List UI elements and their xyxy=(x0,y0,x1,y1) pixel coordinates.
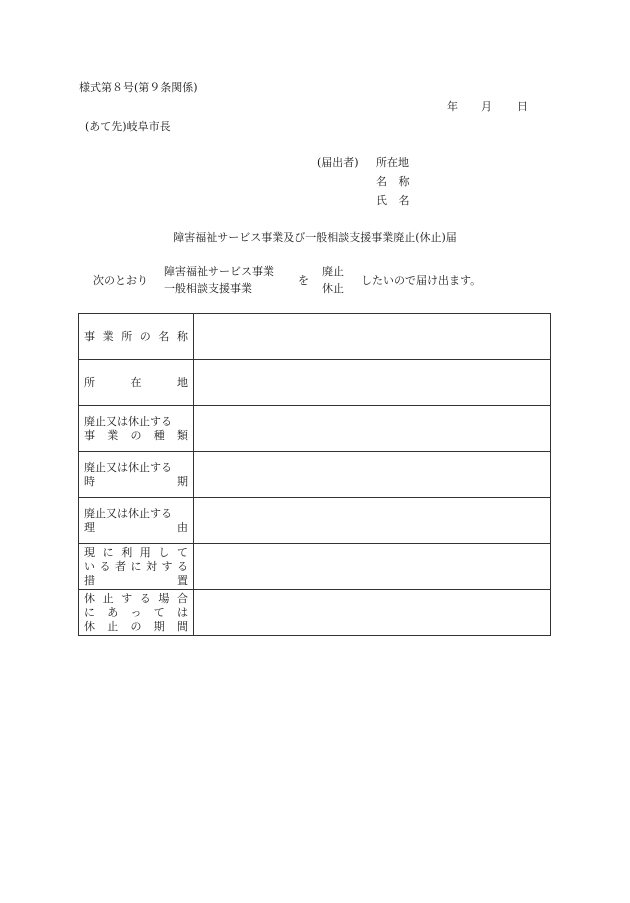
table-row xyxy=(79,498,551,544)
row-value-field[interactable] xyxy=(194,360,551,406)
label-char: 措 xyxy=(84,573,95,587)
row-value-field[interactable] xyxy=(194,590,551,636)
table-row xyxy=(79,406,551,452)
row-label-line xyxy=(84,507,188,521)
applicant-person-label: 氏 名 xyxy=(376,194,410,207)
date-month-label: 月 xyxy=(481,100,492,113)
row-label xyxy=(79,544,194,590)
label-char: 称 xyxy=(176,329,188,343)
row-label xyxy=(79,590,194,636)
row-value-field[interactable] xyxy=(194,498,551,544)
label-char: 者 xyxy=(115,559,126,573)
applicant-role: (届出者) xyxy=(317,156,359,169)
row-value-field[interactable] xyxy=(194,544,551,590)
table-row xyxy=(79,360,551,406)
label-char: 現 xyxy=(84,545,95,559)
label-char: 在 xyxy=(130,375,142,389)
label-char: 業 xyxy=(102,329,114,343)
label-char: 由 xyxy=(177,520,188,534)
row-label xyxy=(79,406,194,452)
statement-lead: 次のとおり xyxy=(93,274,148,287)
table-row xyxy=(79,452,551,498)
label-char: 用 xyxy=(139,545,151,559)
label-char: 休 xyxy=(84,591,95,605)
label-char: の xyxy=(139,329,151,343)
row-label-line xyxy=(84,475,188,489)
table-row xyxy=(79,544,551,590)
row-label-line xyxy=(84,415,188,429)
addressee: (あて先)岐阜市長 xyxy=(85,120,171,133)
service-option-consultation: 一般相談支援事業 xyxy=(164,282,252,295)
label-char: て xyxy=(153,605,165,619)
row-value-field[interactable] xyxy=(194,406,551,452)
label-char: 事 xyxy=(84,329,95,343)
row-label-line xyxy=(84,620,188,634)
label-char: に xyxy=(130,559,142,573)
label-char: 廃止又は休止する xyxy=(84,460,172,474)
applicant-name-label: 名 称 xyxy=(376,175,410,188)
label-char: す xyxy=(161,559,173,573)
action-option-suspend: 休止 xyxy=(322,282,344,295)
form-number: 様式第８号(第９条関係) xyxy=(79,81,198,94)
service-option-disability: 障害福祉サービス事業 xyxy=(164,265,274,278)
label-char: 休 xyxy=(84,619,95,633)
label-char: は xyxy=(177,605,188,619)
label-char: る xyxy=(177,559,188,573)
label-char: し xyxy=(158,545,170,559)
label-char: す xyxy=(121,591,133,605)
row-label-line xyxy=(84,521,188,535)
applicant-address-label: 所在地 xyxy=(376,156,409,169)
row-label xyxy=(79,452,194,498)
row-label-line xyxy=(84,560,188,574)
label-char: る xyxy=(139,591,151,605)
label-char: い xyxy=(84,559,95,573)
table-row xyxy=(79,590,551,636)
label-char: 廃止又は休止する xyxy=(84,506,172,520)
row-label-line xyxy=(84,546,188,560)
statement-tail: したいので届け出ます。 xyxy=(361,274,482,287)
label-char: 期 xyxy=(177,474,188,488)
action-option-abolish: 廃止 xyxy=(322,265,344,278)
table-row xyxy=(79,314,551,360)
label-char: 種 xyxy=(153,428,165,442)
label-char: 場 xyxy=(158,591,170,605)
label-char: 置 xyxy=(177,573,188,587)
label-char: 合 xyxy=(176,591,188,605)
row-label-line xyxy=(84,376,188,390)
label-char: に xyxy=(102,545,114,559)
row-label xyxy=(79,314,194,360)
label-char: 時 xyxy=(84,474,95,488)
label-char: 業 xyxy=(107,428,119,442)
label-char: あ xyxy=(107,605,119,619)
label-char: 名 xyxy=(158,329,170,343)
label-char: て xyxy=(176,545,188,559)
label-char: 所 xyxy=(121,329,133,343)
label-char: 対 xyxy=(146,559,157,573)
row-label xyxy=(79,498,194,544)
label-char: の xyxy=(130,619,142,633)
row-label-line xyxy=(84,330,188,344)
statement-particle: を xyxy=(298,274,309,287)
row-label-line xyxy=(84,574,188,588)
row-label-line xyxy=(84,461,188,475)
label-char: 廃止又は休止する xyxy=(84,414,172,428)
label-char: 事 xyxy=(84,428,95,442)
row-label-line xyxy=(84,429,188,443)
label-char: 止 xyxy=(107,619,119,633)
row-label xyxy=(79,360,194,406)
date-day-label: 日 xyxy=(517,100,528,113)
label-char: 止 xyxy=(102,591,114,605)
row-value-field[interactable] xyxy=(194,314,551,360)
row-value-field[interactable] xyxy=(194,452,551,498)
label-char: 地 xyxy=(177,375,188,389)
label-char: に xyxy=(84,605,95,619)
label-char: 理 xyxy=(84,520,95,534)
label-char: る xyxy=(99,559,111,573)
date-year-label: 年 xyxy=(447,100,458,113)
document-title: 障害福祉サービス事業及び一般相談支援事業廃止(休止)届 xyxy=(173,231,457,244)
label-char: っ xyxy=(130,605,142,619)
row-label-line xyxy=(84,592,188,606)
label-char: 期 xyxy=(153,619,165,633)
label-char: 利 xyxy=(121,545,133,559)
row-label-line xyxy=(84,606,188,620)
label-char: の xyxy=(130,428,142,442)
notification-table xyxy=(78,313,551,636)
label-char: 類 xyxy=(177,428,188,442)
label-char: 間 xyxy=(177,619,188,633)
label-char: 所 xyxy=(84,375,95,389)
